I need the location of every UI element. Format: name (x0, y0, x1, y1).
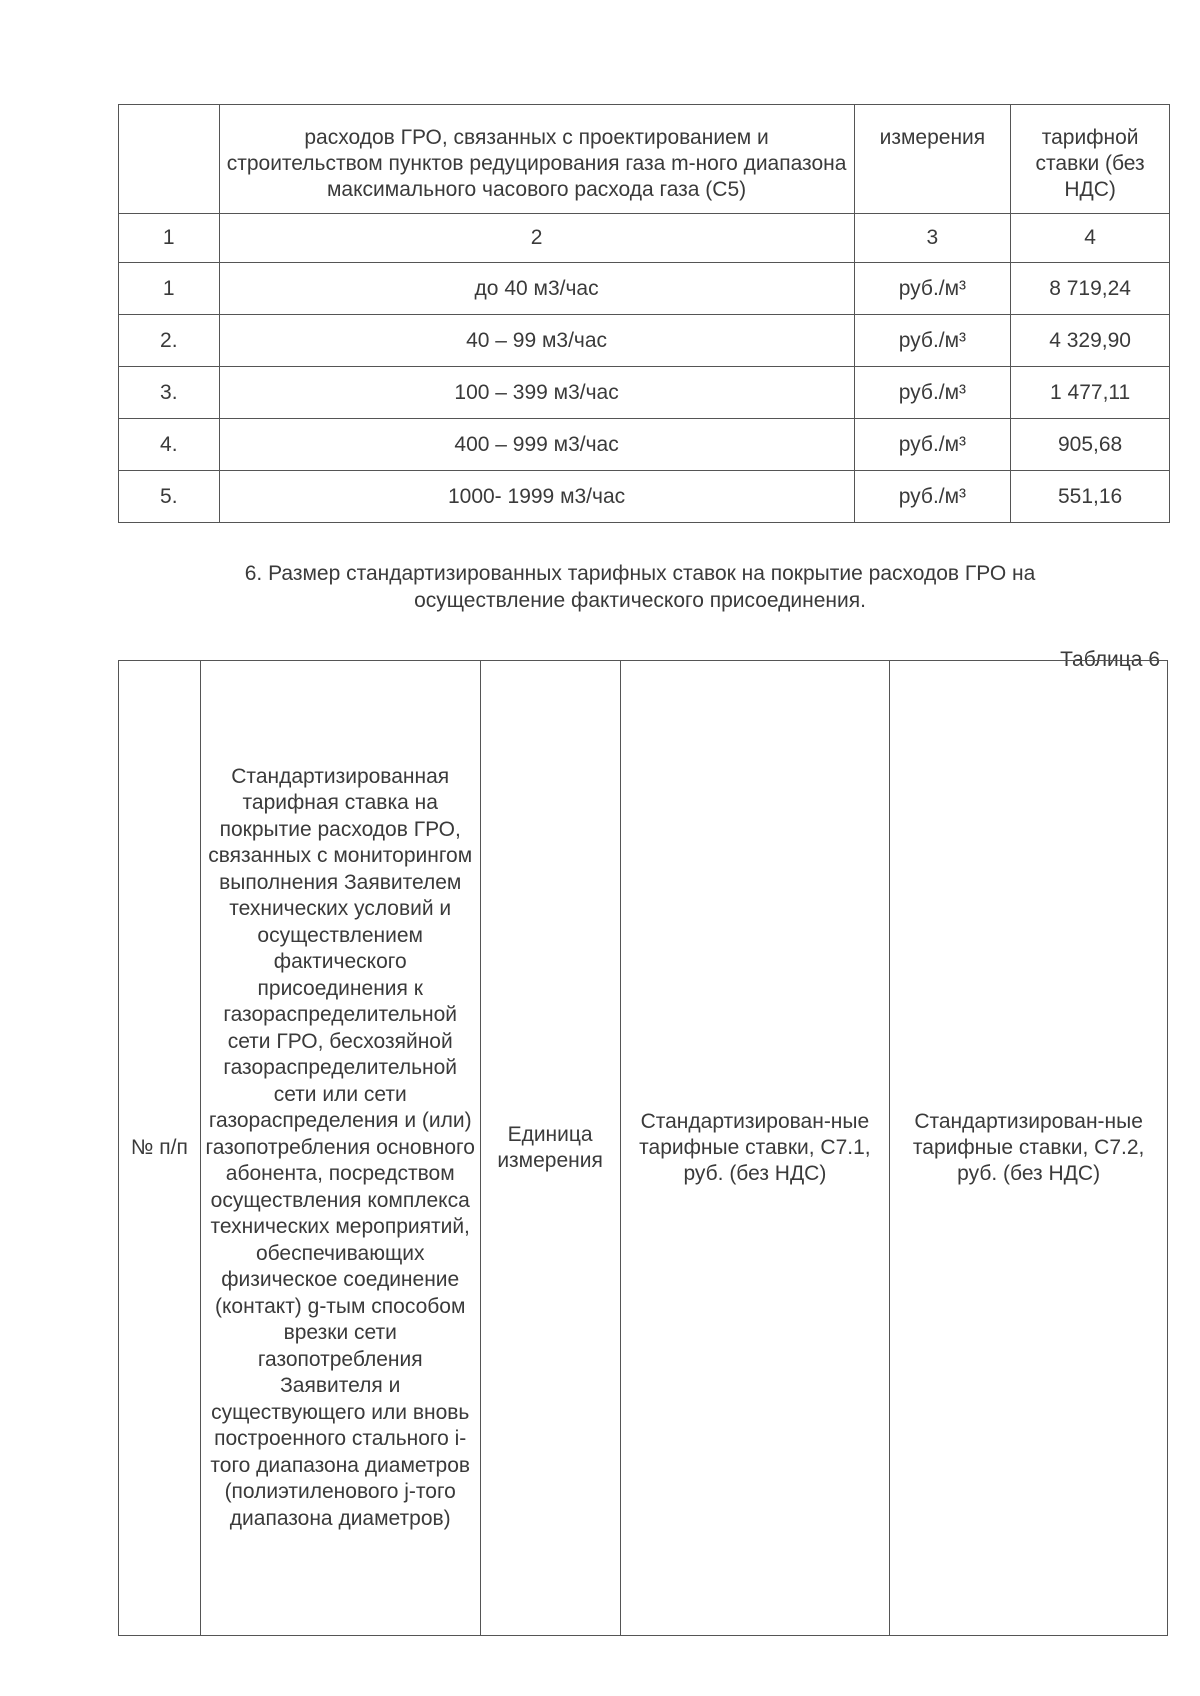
row-unit: руб./м³ (854, 367, 1011, 419)
row-number: 1 (119, 263, 220, 315)
row-unit: руб./м³ (854, 315, 1011, 367)
column-numbering-row (119, 214, 1170, 263)
row-unit: руб./м³ (854, 419, 1011, 471)
table-header-row (119, 661, 1168, 1636)
column-number: 1 (119, 214, 220, 263)
header-cell-empty (119, 105, 220, 214)
header-cell-unit: измерения (854, 105, 1011, 214)
header-cell-rate-c71: Стандартизирован-ные тарифные ставки, С7.1, руб. (без НДС) (620, 661, 890, 1636)
table-row (119, 263, 1170, 315)
table-row (119, 315, 1170, 367)
table-row (119, 419, 1170, 471)
table-row (119, 367, 1170, 419)
row-value: 551,16 (1011, 471, 1170, 523)
header-cell-unit: Единица измерения (480, 661, 620, 1636)
table-label: Таблица 6 (1060, 648, 1160, 671)
tariff-table-5 (118, 104, 1170, 523)
row-range: 40 – 99 м3/час (219, 315, 854, 367)
header-cell-description: расходов ГРО, связанных с проектированием и строительством пунктов редуцирования газа m-ного диапазона максимального часового расхода газа (С5) (219, 105, 854, 214)
row-range: 1000- 1999 м3/час (219, 471, 854, 523)
header-cell-rate-c72: Стандартизирован-ные тарифные ставки, С7.2, руб. (без НДС) (890, 661, 1168, 1636)
column-number: 4 (1011, 214, 1170, 263)
row-number: 5. (119, 471, 220, 523)
row-range: до 40 м3/час (219, 263, 854, 315)
row-unit: руб./м³ (854, 263, 1011, 315)
row-number: 3. (119, 367, 220, 419)
row-range: 400 – 999 м3/час (219, 419, 854, 471)
row-number: 4. (119, 419, 220, 471)
header-cell-number: № п/п (119, 661, 201, 1636)
header-cell-description: Стандартизированная тарифная ставка на покрытие расходов ГРО, связанных с мониторингом выполнения Заявителем технических условий и осуществлением фактического присоединения к газораспределительной сети ГРО, бесхозяйной газораспределительной сети или сети газораспределения и (или) газопотребления основного абонента, посредством осуществления комплекса технических мероприятий, обеспечивающих физическое соединение (контакт) g-тым способом врезки сети газопотребления Заявителя и существующего или вновь построенного стального i-того диапазона диаметров (полиэтиленового j-того диапазона диаметров) (200, 661, 480, 1636)
column-number: 3 (854, 214, 1011, 263)
row-range: 100 – 399 м3/час (219, 367, 854, 419)
header-cell-rate: тарифной ставки (без НДС) (1011, 105, 1170, 214)
table-header-row (119, 105, 1170, 214)
column-number: 2 (219, 214, 854, 263)
tariff-table-6 (118, 660, 1168, 1636)
row-value: 1 477,11 (1011, 367, 1170, 419)
table-row (119, 471, 1170, 523)
row-value: 905,68 (1011, 419, 1170, 471)
row-value: 8 719,24 (1011, 263, 1170, 315)
row-value: 4 329,90 (1011, 315, 1170, 367)
row-unit: руб./м³ (854, 471, 1011, 523)
row-number: 2. (119, 315, 220, 367)
section-heading: 6. Размер стандартизированных тарифных ставок на покрытие расходов ГРО на осуществление фактического присоединения. (244, 562, 1036, 612)
